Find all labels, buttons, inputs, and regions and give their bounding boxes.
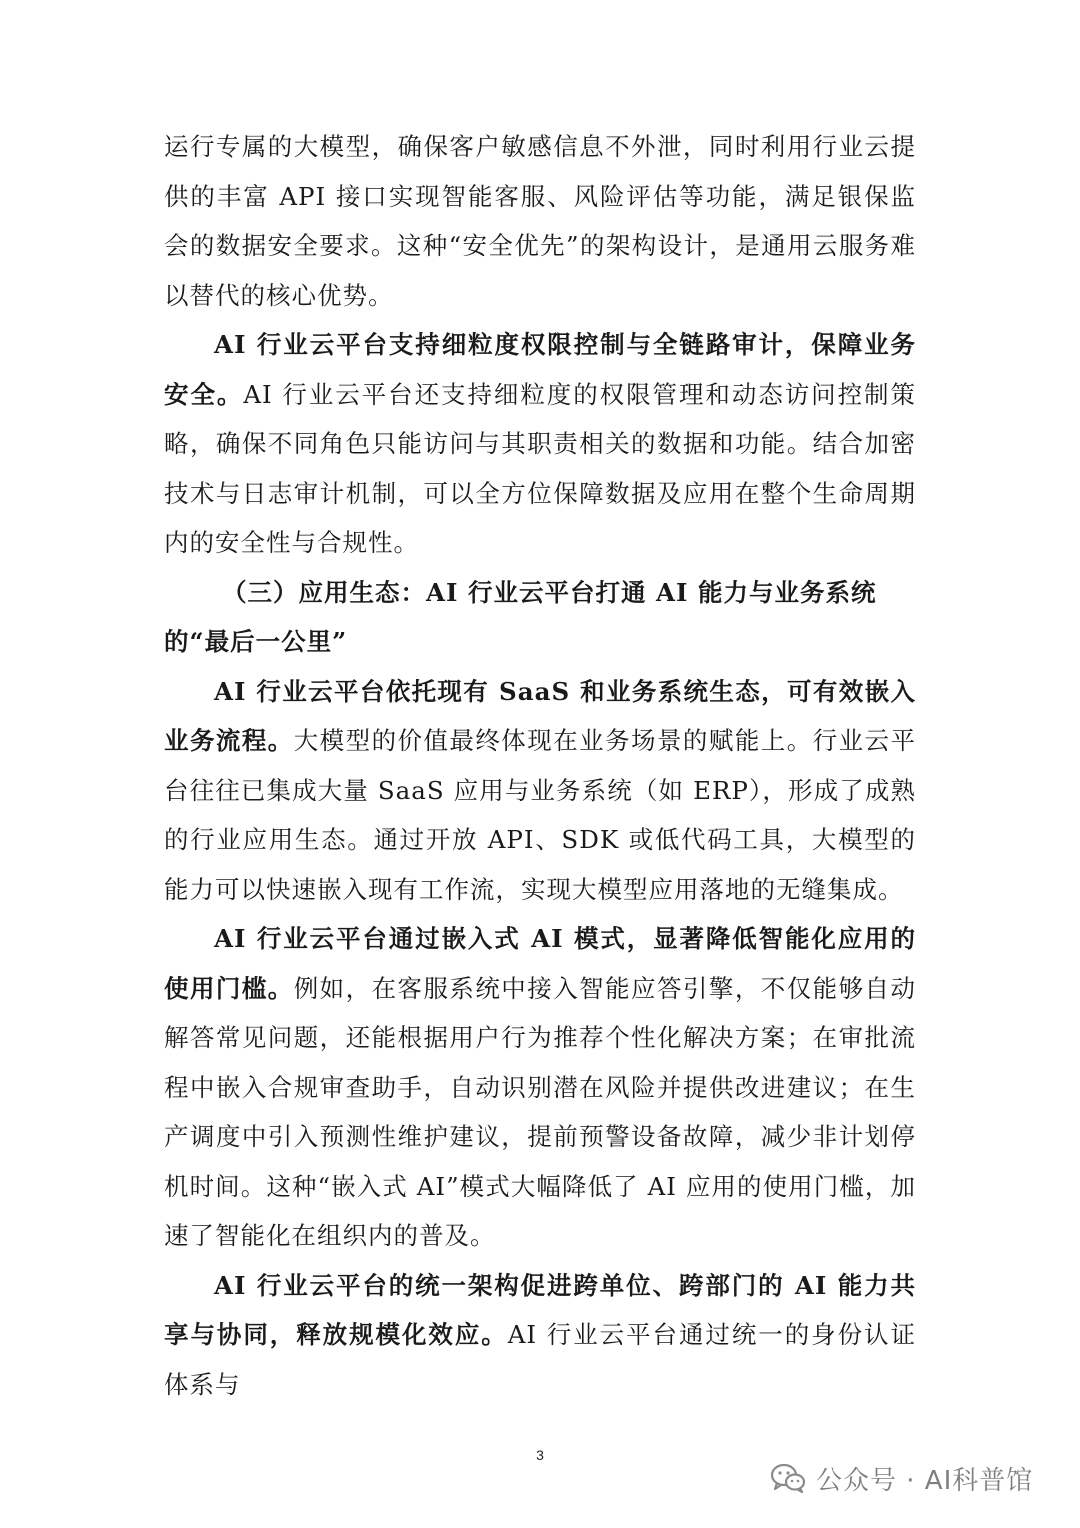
paragraph-text: AI 行业云平台还支持细粒度的权限管理和动态访问控制策略，确保不同角色只能访问与其职责相关的数据和功能。结合加密技术与日志审计机制，可以全方位保障数据及应用在整个生命周期内的安全性与合规性。: [164, 379, 916, 557]
paragraph-2: [164, 320, 916, 568]
paragraph-text: 大模型的价值最终体现在业务场景的赋能上。行业云平台往往已集成大量 SaaS 应用与业务系统（如 ERP），形成了成熟的行业应用生态。通过开放 API、SDK 或低代码工具，大模型的能力可以快速嵌入现有工作流，实现大模型应用落地的无缝集成。: [164, 726, 916, 904]
paragraph-4: [164, 914, 916, 1261]
section-heading: （三）应用生态：AI 行业云平台打通 AI 能力与业务系统的“最后一公里”: [164, 577, 877, 656]
watermark: [770, 1458, 1033, 1498]
paragraph-5: [164, 1261, 916, 1410]
paragraph-lead: AI 行业云平台支持细粒度权限控制与全链路审计，保障业务安全。: [164, 330, 916, 409]
paragraph-lead: AI 行业云平台依托现有 SaaS 和业务系统生态，可有效嵌入业务流程。: [164, 676, 916, 755]
paragraph-text: 运行专属的大模型，确保客户敏感信息不外泄，同时利用行业云提供的丰富 API 接口实现智能客服、风险评估等功能，满足银保监会的数据安全要求。这种“安全优先”的架构设计，是通用云服务难以替代的核心优势。: [164, 132, 916, 310]
paragraph-lead: AI 行业云平台通过嵌入式 AI 模式，显著降低智能化应用的使用门槛。: [164, 924, 916, 1003]
paragraph-3: [164, 667, 916, 915]
wechat-icon: [770, 1463, 806, 1493]
paragraph-lead: AI 行业云平台的统一架构促进跨单位、跨部门的 AI 能力共享与协同，释放规模化效应。: [164, 1270, 916, 1349]
paragraph-text: 例如，在客服系统中接入智能应答引擎，不仅能够自动解答常见问题，还能根据用户行为推荐个性化解决方案；在审批流程中嵌入合规审查助手，自动识别潜在风险并提供改进建议；在生产调度中引入预测性维护建议，提前预警设备故障，减少非计划停机时间。这种“嵌入式 AI”模式大幅降低了 AI 应用的使用门槛，加速了智能化在组织内的普及。: [164, 973, 916, 1250]
page-number: 3: [536, 1447, 544, 1463]
paragraph-1: [164, 122, 916, 320]
paragraph-text: AI 行业云平台通过统一的身份认证体系与: [164, 1320, 916, 1399]
watermark-text: 公众号 · AI科普馆: [816, 1465, 1034, 1496]
document-body: [164, 122, 916, 1409]
